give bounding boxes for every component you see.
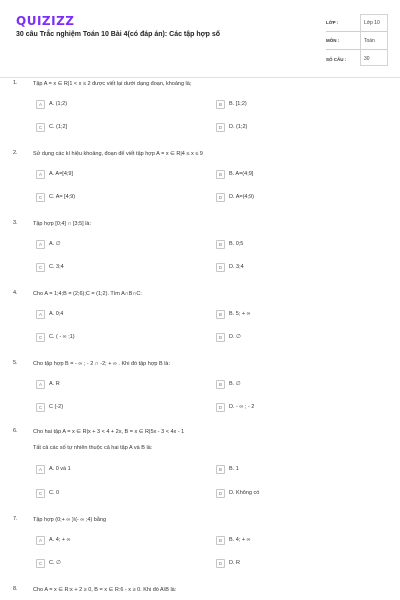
option-text: A. ∅ [49,241,61,247]
option-text: D. 3;4 [229,264,244,270]
meta-label: SỐ CÂU : [326,56,347,62]
option-text: D. R [229,560,240,566]
question-text: Tập A = x ∈ R|1 < x ≤ 2 được viết lại dưới dạng đoạn, khoảng là; [33,81,192,87]
question-number: 1. [13,80,18,86]
option-text: A. 0;4 [49,311,64,317]
option-letter: C [36,263,45,272]
question-text: Tập hợp [0;4] ∩ [3;5] là: [33,221,92,227]
option-text: B. 0;5 [229,241,244,247]
option-text: A. 0 và 1 [49,466,71,472]
meta-label: MÔN : [326,38,340,43]
option-a[interactable] [36,238,186,250]
meta-row-subject [326,32,388,50]
question-number: 3. [13,220,18,226]
option-letter: A [36,240,45,249]
option-d[interactable] [216,487,366,499]
question-number: 5. [13,360,18,366]
option-text: B. 5; + ∞ [229,311,251,317]
option-text: C. ( - ∞ ;1) [49,334,75,340]
option-letter: B [216,536,225,545]
option-b[interactable] [216,308,366,320]
option-text: A. (1;2) [49,101,68,107]
option-letter: D [216,263,225,272]
question-text: Tập hợp (0;+ ∞ )\(- ∞ ;4) bằng [33,517,107,523]
option-d[interactable] [216,331,366,343]
option-c[interactable] [36,557,186,569]
option-a[interactable] [36,378,186,390]
meta-value: 30 [364,56,370,62]
option-d[interactable] [216,401,366,413]
option-a[interactable] [36,308,186,320]
option-b[interactable] [216,534,366,546]
option-c[interactable] [36,191,186,203]
option-letter: A [36,310,45,319]
option-text: A. A=[4;9] [49,171,74,177]
question-subtext: Tất cả các số tự nhiên thuộc cả hai tập A và B là: [33,445,153,451]
option-letter: D [216,333,225,342]
option-text: C. A= [4;9) [49,194,76,200]
option-letter: D [216,123,225,132]
page-title: 30 câu Trắc nghiệm Toán 10 Bài 4(có đáp án): Các tập hợp số [16,31,221,38]
option-text: D. - ∞ ; - 2 [229,404,255,410]
option-letter: D [216,193,225,202]
question-number: 8. [13,586,18,592]
option-letter: B [216,240,225,249]
option-c[interactable] [36,401,186,413]
option-letter: A [36,100,45,109]
meta-value: Lớp 10 [364,19,380,26]
option-text: B. A=(4;9] [229,171,254,177]
option-text: D. (1;2) [229,124,248,130]
option-c[interactable] [36,487,186,499]
option-c[interactable] [36,261,186,273]
option-a[interactable] [36,463,186,475]
option-text: B. 1 [229,466,239,472]
option-b[interactable] [216,378,366,390]
question-text: Cho A = 1;4;B = (2;6);C = (1;2). Tìm A∩B∩C: [33,291,142,297]
option-letter: C [36,403,45,412]
option-letter: C [36,193,45,202]
option-a[interactable] [36,168,186,180]
option-text: A. R [49,381,60,387]
question-number: 7. [13,516,18,522]
option-b[interactable] [216,168,366,180]
option-d[interactable] [216,261,366,273]
option-c[interactable] [36,121,186,133]
option-text: B. [1;2) [229,101,247,107]
option-letter: C [36,489,45,498]
option-d[interactable] [216,191,366,203]
option-text: B. 4; + ∞ [229,537,251,543]
meta-label: LỚP : [326,20,339,25]
option-d[interactable] [216,557,366,569]
option-letter: B [216,310,225,319]
question-text: Sử dụng các kí hiệu khoảng, đoạn để viết tập hợp A = x ∈ R|4 ≤ x ≤ 9 [33,151,203,157]
option-d[interactable] [216,121,366,133]
option-letter: D [216,489,225,498]
option-text: C. ∅ [49,560,61,566]
question-text: Cho tập hợp B = - ∞ ; - 2 ∩ -2; + ∞ . Khi đó tập hợp B là: [33,361,171,367]
option-a[interactable] [36,534,186,546]
option-text: D. A=(4;9) [229,194,254,200]
question-text: Cho hai tập A = x ∈ R|x + 3 < 4 + 2x, B = x ∈ R|5x - 3 < 4x - 1 [33,429,185,435]
option-letter: D [216,559,225,568]
quizizz-logo: QUIZIZZ [16,14,75,28]
question-number: 6. [13,428,18,434]
option-text: D. Không có [229,490,260,496]
option-letter: A [36,465,45,474]
option-text: C. 3;4 [49,264,64,270]
option-letter: B [216,170,225,179]
option-c[interactable] [36,331,186,343]
option-letter: B [216,380,225,389]
option-text: C. 0 [49,490,60,496]
option-letter: A [36,536,45,545]
option-letter: C [36,559,45,568]
option-a[interactable] [36,98,186,110]
option-b[interactable] [216,98,366,110]
question-text: Cho A = x ∈ R:x + 2 ≥ 0, B = x ∈ R:6 - x ≥ 0. Khi đó A\B là: [33,587,177,593]
option-b[interactable] [216,463,366,475]
meta-table [326,14,388,68]
option-text: C {-2} [49,404,64,410]
option-b[interactable] [216,238,366,250]
option-letter: B [216,465,225,474]
option-letter: C [36,123,45,132]
meta-value: Toán [364,37,375,44]
option-text: A. 4; + ∞ [49,537,71,543]
document-header [0,0,400,78]
meta-row-count [326,50,388,68]
question-number: 2. [13,150,18,156]
meta-row-class [326,14,388,32]
option-text: D. ∅ [229,334,241,340]
option-letter: A [36,380,45,389]
option-letter: C [36,333,45,342]
option-text: C. (1;2] [49,124,68,130]
question-number: 4. [13,290,18,296]
option-letter: B [216,100,225,109]
option-letter: A [36,170,45,179]
option-letter: D [216,403,225,412]
option-text: B. ∅ [229,381,241,387]
